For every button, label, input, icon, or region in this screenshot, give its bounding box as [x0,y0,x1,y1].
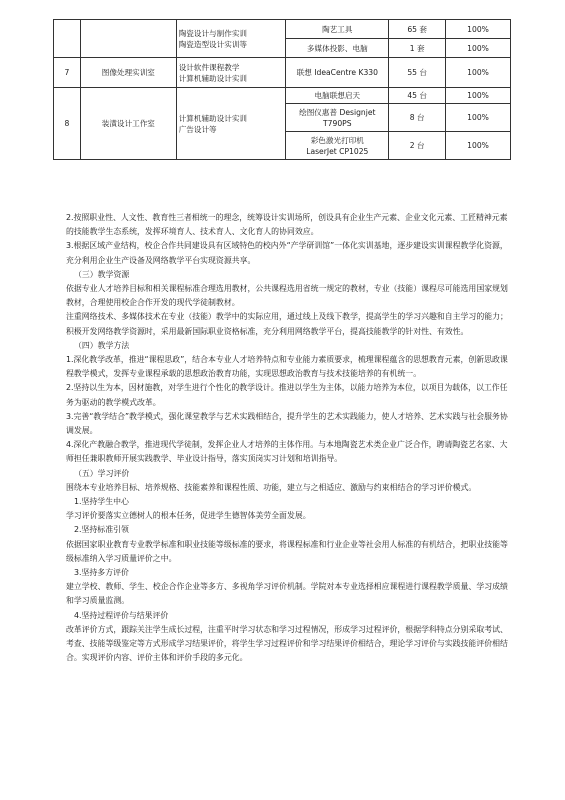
paragraph: 依据国家职业教育专业教学标准和职业技能等级标准的要求，将课程标准和行业企业等社会用人标准的有机结合，把职业技能等级标准纳入学习质量评价之中。 [66,539,508,563]
paragraph: 3.完善“教学结合”教学模式，强化课堂教学与艺术实践相结合，提升学生的艺术实践能力，使人才培养、艺术实践与社会服务协调发展。 [66,411,508,436]
paragraph: 学习评价要落实立德树人的根本任务，促进学生德智体美劳全面发展。 [66,511,311,521]
cell-no: 8 [54,88,81,160]
paragraph: 3.根据区域产业结构，校企合作共同建设具有区域特色的校内外“产学研训馆”一体化实训基地，逐步建设实训课程教学化资源，充分利用企业生产设备及网络教学平台实现资源共享。 [66,241,508,265]
table-row [54,20,511,39]
course-line: 陶瓷设计与制作实训 [178,28,248,38]
cell-equipment: 电脑联想启天 [286,88,389,104]
paragraph: （四）教学方法 [74,340,130,350]
equipment-table [53,19,511,160]
paragraph: （三）教学资源 [74,269,130,279]
cell-courses [176,88,286,160]
paragraph: 注重网络技术、多媒体技术在专业（技能）教学中的实际应用，通过线上及线下教学，提高学生的学习兴趣和自主学习的能力；积极开发网络教学资源时，采用最新国际职业资格标准，充分利用网络教学平台，提高技能教学的针对性、有效性。 [66,312,508,336]
cell-room: 图像处理实训室 [80,58,176,88]
equipment-line: 绘图仪惠普 Designjet [299,107,376,117]
course-line: 广告设计等 [178,124,217,134]
cell-room: 装潢设计工作室 [80,88,176,160]
table-row [54,88,511,104]
equipment-line: T790PS [323,118,352,128]
course-line: 计算机辅助设计实训 [178,113,248,123]
cell-equipment: 多媒体投影、电脑 [286,39,389,58]
paragraph: 2.坚持标准引领 [74,525,129,535]
cell-qty: 1 套 [389,39,446,58]
cell-equipment: 联想 IdeaCentre K330 [286,58,389,88]
course-line: 计算机辅助设计实训 [178,73,248,83]
cell-room [80,20,176,58]
cell-rate: 100% [446,58,511,88]
cell-rate: 100% [446,88,511,104]
cell-rate: 100% [446,20,511,39]
cell-no: 7 [54,58,81,88]
paragraph: 3.坚持多方评价 [74,568,129,578]
cell-qty: 8 台 [389,104,446,132]
course-line: 设计软件课程教学 [178,62,240,72]
paragraph: 建立学校、教师、学生、校企合作企业等多方、多视角学习评价机制。学院对本专业选择相应课程进行课程教学质量、学习成绩和学习质量监测。 [66,582,508,606]
paragraph: 1.深化教学改革，推进“课程思政”，结合本专业人才培养特点和专业能力素质要求，梳理课程蕴含的思想教育元素，创新思政课程教学模式，发挥专业课程承载的思想政治教育功能，实现思想政治教育与技术技能培养的有机统一。 [66,355,508,379]
cell-qty: 2 台 [389,132,446,160]
paragraph: 2.坚持以生为本，因材施教，对学生进行个性化的教学设计。推进以学生为主体，以能力培养为本位，以项目为载体，以工作任务为驱动的教学模式改革。 [66,383,508,407]
cell-courses [176,58,286,88]
body-text [56,211,511,666]
cell-qty: 45 台 [389,88,446,104]
equipment-line: LaserJet CP1025 [306,146,369,156]
paragraph: 1.坚持学生中心 [74,497,129,507]
table-row [54,58,511,88]
course-line: 陶瓷造型设计实训等 [178,39,248,49]
cell-courses [176,20,286,58]
paragraph: 改革评价方式，跟踪关注学生成长过程，注重平时学习状态和学习过程情况，形成学习过程评价，根据学科特点分别采取考试、考查、技能等级鉴定等方式形成学习结果评价，将学生学习过程评价和学习结果评价相结合，理论学习评价与实践技能评价相结合。实现评价内容、评价主体和评价手段的多元化。 [66,624,508,663]
paragraph: 4.坚持过程评价与结果评价 [74,610,169,620]
equipment-line: 彩色激光打印机 [310,135,364,145]
paragraph: 依据专业人才培养目标和相关课程标准合理选用教材，公共课程选用省统一规定的教材，专业（技能）课程尽可能选用国家规划教材，合理使用校企合作开发的现代学徒制教材。 [66,284,508,308]
paragraph: 围绕本专业培养目标、培养规格、技能素养和课程性质、功能，建立与之相适应、激励与约束相结合的学习评价模式。 [66,482,477,492]
cell-equipment [286,104,389,132]
paragraph: （五）学习评价 [74,468,130,478]
cell-no [54,20,81,58]
cell-equipment [286,132,389,160]
cell-qty: 55 台 [389,58,446,88]
cell-qty: 65 套 [389,20,446,39]
cell-rate: 100% [446,39,511,58]
paragraph: 2.按照职业性、人文性、教育性三者相统一的理念，统筹设计实训场所，创设具有企业生产元素、企业文化元素、工匠精神元素的技能教学生态系统，发挥环境育人、技术育人、文化育人的协同效应。 [66,213,508,237]
cell-equipment: 陶艺工具 [286,20,389,39]
paragraph: 4.深化产教融合教学，推进现代学徒制，发挥企业人才培养的主体作用。与本地陶瓷艺术类企业广泛合作，聘请陶瓷艺名家、大师担任兼职教师开展实践教学、毕业设计指导，落实顶岗实习计划和培训指导。 [66,440,508,464]
cell-rate: 100% [446,104,511,132]
cell-rate: 100% [446,132,511,160]
